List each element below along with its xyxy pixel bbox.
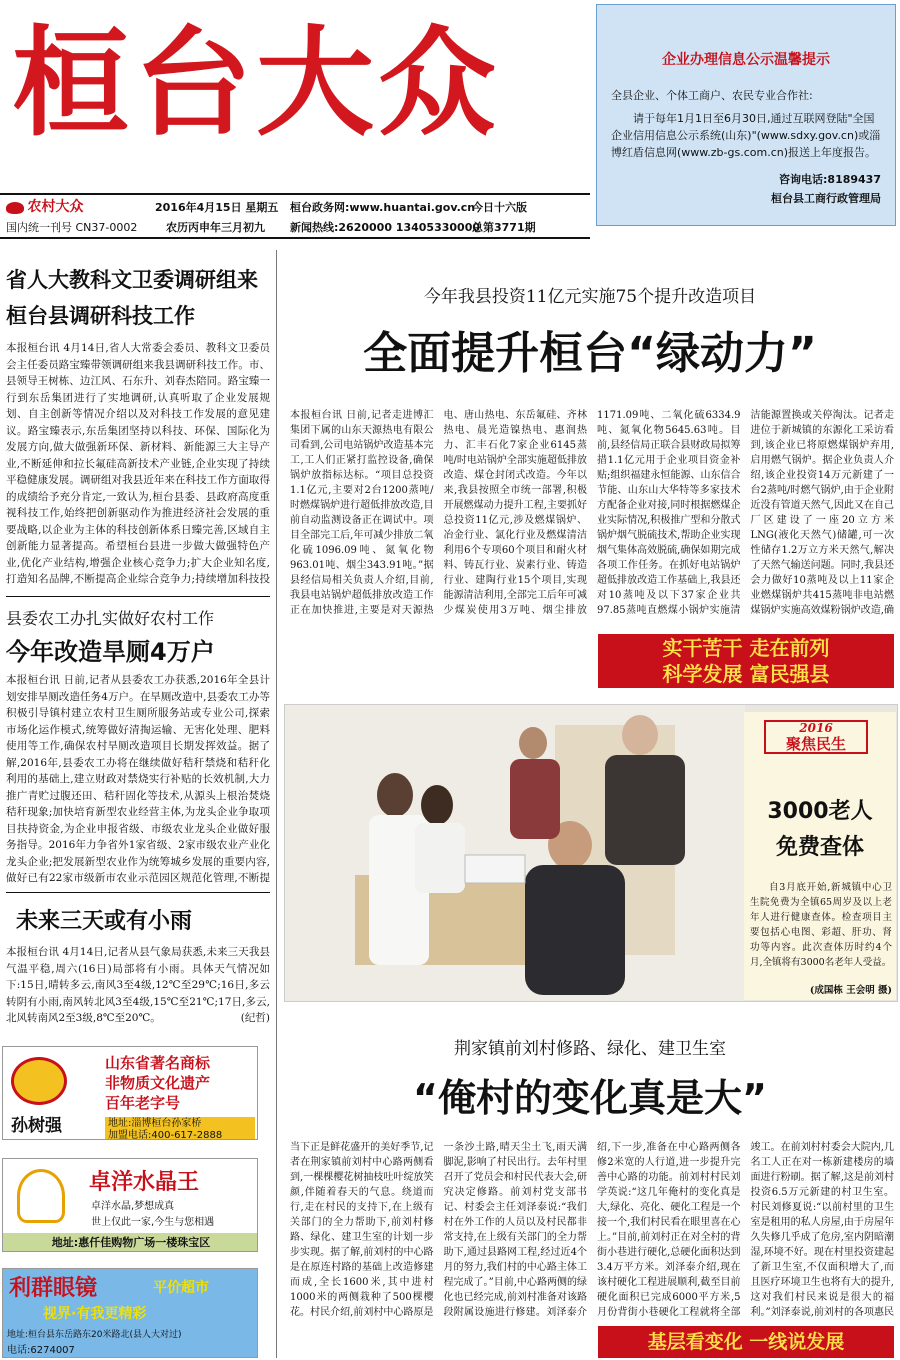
ad2-slogan2: 世上仅此一家,今生与您相遇 [91, 1217, 215, 1228]
story3-headline: 未来三天或有小雨 [16, 909, 193, 934]
issn: 国内统一刊号 CN37-0002 [6, 221, 138, 234]
lead-headline: 全面提升桓台“绿动力” [363, 328, 817, 379]
ad-liqun-glasses[interactable] [2, 1268, 258, 1358]
ad1-contact [105, 1117, 255, 1140]
story2-headline: 今年改造旱厕4万户 [6, 638, 215, 666]
ad1-hotline: 加盟电话:400-617-2888 [108, 1130, 223, 1140]
slogan-line2: 科学发展 富民强县 [662, 662, 830, 686]
story2-text: 本报桓台讯 日前,记者从县委农工办获悉,2016年全县计划安排旱厕改造任务4万户。在旱厕改造中,县委农工办等积极引导镇村建立农村卫生厕所服务站或专业公司,探索市场化运作模式,统筹做好清掏运输、无害化处理、肥料使用等工作,确保农村旱厕改造项目长期发挥效益。据了解,2016年,县委农工办将在继续做好秸秆禁烧和秸秆化利用的基础上,建立财政对禁烧实行补贴的长效机制,大力推广青贮过腹还田、秸秆固化等技术,从源头上根治焚烧秸秆现象;加快培育新型农业经营主体,为龙头企业争取项目扶持资金,为企业申报省级、市级农业龙头企业做好服务指导。2016年力争省外1家省级、2家市级农业产业化龙头企业;把发展新型农业作为统筹城乡发展的重要内容,做好已有22家市级新市农业示范园区规范化管理,不断提 [6, 674, 270, 884]
notice-audience: 全县企业、个体工商户、农民专业合作社: [611, 89, 813, 102]
ad1-address: 地址:淄博桓台孙家桥 [108, 1118, 202, 1129]
sunshuqiang-logo-icon [11, 1057, 67, 1105]
ad2-name: 卓洋水晶王 [89, 1170, 200, 1195]
brand-logo [6, 199, 84, 216]
notice-contact: 咨询电话:8189437 [779, 173, 881, 186]
story4-text: 当下正是鲜花盛开的美好季节,记者在荆家镇前刘村中心路两侧看到,一棵棵樱花树抽枝吐叶绽放笑颜,伴随着春天的气息。绕道而行,走在村民的支持下,在上级有关部门的全力帮助下,前刘村修路、绿化、建卫生室的计划一步步实现。据了解,前刘村的中心路是在原连村路的基础上改造修建而成,全长1600米,其中进村1000米的两侧栽种了500棵樱花。村民介绍,前刘村中心路原是一条沙土路,晴天尘土飞,雨天满脚泥,影响了村民出行。去年村里召开了党员会和村民代表大会,研究决定修路。前刘村党支部书记、村委会主任刘泽泰说:“我们村在外工作的人员以及村民都非常支持,在上级有关部门的全力帮助下,通过县路网工程,经过近4个月的努力,我们村的中心路主体工程完成了。”目前,中心路两侧的绿化也已经完成,前刘村准备对该路段附属设施进行修建。刘泽泰介绍,下一步,准备在中心路两侧各修2米宽的人行道,进一步提升完善中心路的功能。前刘村村民刘学英说:“这几年俺村的变化真是大,绿化、亮化、硬化工程是一个接一个,我们村民看在眼里喜在心上。”目前,前刘村正在对全村的背街小巷进行硬化,总硬化面积达到3.4万平方米。刘泽泰介绍,现在该村硬化工程进展顺利,截至目前硬化面积已完成6000平方米,5月份背街小巷硬化工程就将全部竣工。在前刘村村委会大院内,几名工人正在对一栋新建楼房的墙面进行粉刷。据了解,这是前刘村投资6.5万元新建的村卫生室。村民刘修夏说:“以前村里的卫生室是租用的私人房屋,由于房屋年久失修几乎成了危房,室内阴暗潮湿,环境不好。现在村里投资建起了新卫生室,不仅面积增大了,而且医疗环境卫生也将有大的提升,这对我们村民来说是很大的福利。”刘泽泰说,前刘村的各项惠民 [290, 1142, 894, 1318]
ad1-line1: 山东省著名商标 [105, 1054, 211, 1072]
ad2-slogan1: 卓洋水晶,梦想成真 [91, 1201, 175, 1212]
page-count: 今日十六版 [472, 201, 527, 214]
ad2-address: 地址:惠仟佳购物广场一楼珠宝区 [3, 1233, 258, 1252]
story2-body [6, 672, 270, 886]
slogan-line1: 实干苦干 走在前列 [662, 636, 830, 660]
feature-body: 自3月底开始,新城镇中心卫生院免费为全镇65周岁及以上老年人进行健康查体。检查项目主要包括心电图、彩超、肝功、肾功等内容。此次查体历时约4个月,全镇将有3000名老年人受益。 [750, 882, 892, 968]
story2-kicker: 县委农工办扎实做好农村工作 [6, 609, 215, 628]
issue-date: 2016年4月15日 星期五 [155, 201, 279, 214]
lead-text: 本报桓台讯 日前,记者走进博汇集团下属的山东天源热电有限公司看到,公司电站锅炉改造基本完工,工人们正紧打监控设备,确保锅炉放指标达标。“项目总投资1.1亿元,主要对2台1200蒸吨/时燃煤锅炉进行超低排放改造,目前自动监测设备正在调试中。项目全部完工后,年可减少排放二氧化硫1096.09吨、氮氧化物963.01吨、烟尘343.91吨。”据县经信局相关负责人介绍,目前,我县电站锅炉超低排放改造工作正在加快推进,主要是对天源热电、唐山热电、东岳氟硅、齐林热电、晨光造镍热电、惠润热力、汇丰石化7家企业6145蒸吨/时电站锅炉全部实施超低排放改造、煤仓封闭式改造。今年以来,我县按照全市统一部署,积极开展燃煤动力提升工程,主要抓好总投资11亿元,涉及燃煤锅炉、冶金行业、氯化行业及燃煤清洁利用6个专项60个项目和耐火材料、铸瓦行业、炭素行业、铸造行业、建陶行业15个项目,实现能源清洁利用,全部完工后年可减少煤炭使用3万吨、烟尘排放1171.09吨、二氧化硫6334.9吨、氮氧化物5645.63吨。目前,县经信局正联合县财政局拟筹措1.1亿元用于企业项目资金补贴;组织福建永恒能源、山东信合节能、山东山大华特等多家技术方配备企业对接,同时根据燃煤企业实际情况,积极推广型和分散式锅炉烟气脱硫技术,帮助企业实现烟气集体高效脱硫,确保如期完成各项工作任务。在抓好电站锅炉超低排放改造工作基础上,我县还对10蒸吨及以下37家企业共97.85蒸吨直燃煤小锅炉实施清洁能源置换或关停淘汰。记者走进位于新城镇的东源化工采访看到,该企业已将原燃煤锅炉弃用,启用燃气锅炉。据企业负责人介绍,该企业投资14万元新建了一台2蒸吨/时燃气锅炉,由于企业附近没有管道天然气,因此又在自己厂区建设了一座20立方米LNG(液化天然气)储罐,可一次性储存1.2万立方米天然气,解决了天然气输送问题。同时,我县还会力做好10蒸吨及以上11家企业燃煤锅炉共415蒸吨非电站燃煤锅炉实施高效煤粉锅炉改造,确 [290, 410, 894, 616]
notice-org: 桓台县工商行政管理局 [771, 192, 881, 205]
lunar-date: 农历丙申年三月初九 [166, 221, 265, 234]
feature-byline: (成国栋 王会明 摄) [809, 985, 892, 996]
story4-kicker: 荆家镇前刘村修路、绿化、建卫生室 [454, 1039, 726, 1059]
feature-tag [764, 720, 868, 754]
slogan-banner-bottom: 基层看变化 一线说发展 [598, 1326, 894, 1358]
zhuoyang-logo-icon [17, 1169, 65, 1223]
brand-name: 农村大众 [27, 199, 84, 215]
masthead-info-bar [0, 193, 590, 239]
column-rule [276, 250, 277, 1358]
medical-checkup-photo [285, 705, 745, 1002]
ad1-line2: 非物质文化遗产 [105, 1074, 211, 1092]
story1-headline: 省人大教科文卫委调研组来桓台县调研科技工作 [6, 268, 258, 328]
ad-zhuoyang[interactable] [2, 1158, 258, 1252]
website[interactable]: 桓台政务网:www.huantai.gov.cn [290, 201, 476, 214]
story3-byline: (纪哲) [240, 1012, 270, 1024]
notice-title: 企业办理信息公示温馨提示 [662, 52, 830, 68]
story3-body [6, 944, 270, 1034]
masthead [0, 0, 590, 195]
issue-number: 总第3771期 [472, 221, 536, 234]
news-hotline: 新闻热线:2620000 13405330000 [290, 221, 480, 234]
lead-body [290, 408, 894, 630]
story1-body [6, 340, 270, 586]
ad3-name: 利群眼镜 [9, 1276, 98, 1301]
photo-feature-caption [744, 712, 896, 1000]
ad3-slogan: 视界·有我更精彩 [43, 1306, 147, 1322]
story3-text: 本报桓台讯 4月14日,记者从县气象局获悉,未来三天我县气温平稳,周六(16日)局部将有小雨。具体天气情况如下:15日,晴转多云,南风3至4级,12℃至29℃;16日,多云转阴有小雨,南风转北风3至4级,15℃至21℃;17日,多云,北风转南风2至3级,8℃至20℃。 [6, 946, 270, 1024]
ad3-tag: 平价超市 [153, 1280, 209, 1296]
newspaper-title: 桓台大众 [12, 13, 501, 152]
feature-tag-year: 2016 [799, 721, 833, 735]
ad1-line3: 百年老字号 [105, 1094, 181, 1112]
brand-swoosh-icon [6, 202, 24, 214]
feature-headline-1: 3000老人 [767, 799, 873, 824]
column-divider [6, 596, 270, 597]
story4-body [290, 1140, 894, 1320]
column-divider [6, 892, 270, 893]
notice-box [596, 4, 896, 226]
notice-body: 请于每年1月1日至6月30日,通过互联网登陆"全国企业信用信息公示系统(山东)"(www.sdxy.gov.cn)或淄博红盾信息网(www.zb-gs.com.cn)报送上年度报告。 [611, 112, 881, 159]
story4-headline: “俺村的变化真是大” [413, 1076, 767, 1120]
ad3-phone: 电话:6274007 [7, 1345, 75, 1356]
ad-sunshuqiang[interactable] [2, 1046, 258, 1140]
ad1-brand: 孙树强 [11, 1116, 62, 1136]
feature-headline-2: 免费查体 [775, 835, 864, 860]
feature-tag-title: 聚焦民生 [785, 735, 846, 753]
lead-kicker: 今年我县投资11亿元实施75个提升改造项目 [423, 287, 757, 307]
story1-text: 本报桓台讯 4月14日,省人大常委会委员、教科文卫委员会主任委员路宝臻带领调研组来我县调研科技工作。市、县领导王树栋、边江风、石东升、刘春杰陪同。路宝臻一行到东岳集团进行了实地调研,认真听取了企业发展规划、自主创新等情况介绍以及对科技工作发展的意见建议。路宝臻表示,东岳集团坚持以科技、环保、国际化为发展方向,做大做强新环保、新材料、新能源三大主导产业,不断延伸和拉长氟硅高新技术产业链,企业实现了持续平稳健康发展。调研组对我县近年来在科技工作方面取得的成绩给予充分肯定,一致认为,桓台县委、县政府高度重视科技工作,始终把创新驱动作为推进经济社会发展的重要战略,以企业为主体的科技创新体系日臻完善,区域自主创新能力显著提高。希望桓台县进一步做大做强特色产业,优化产业结构,增强企业核心竞争力;扩大企业知名度,打造知名品牌,不断提高企业综合竞争力;持续增加科技投 [6, 342, 270, 585]
ad3-address: 地址:桓台县东岳路东20米路北(县人大对过) [7, 1330, 182, 1340]
slogan-banner [598, 634, 894, 688]
